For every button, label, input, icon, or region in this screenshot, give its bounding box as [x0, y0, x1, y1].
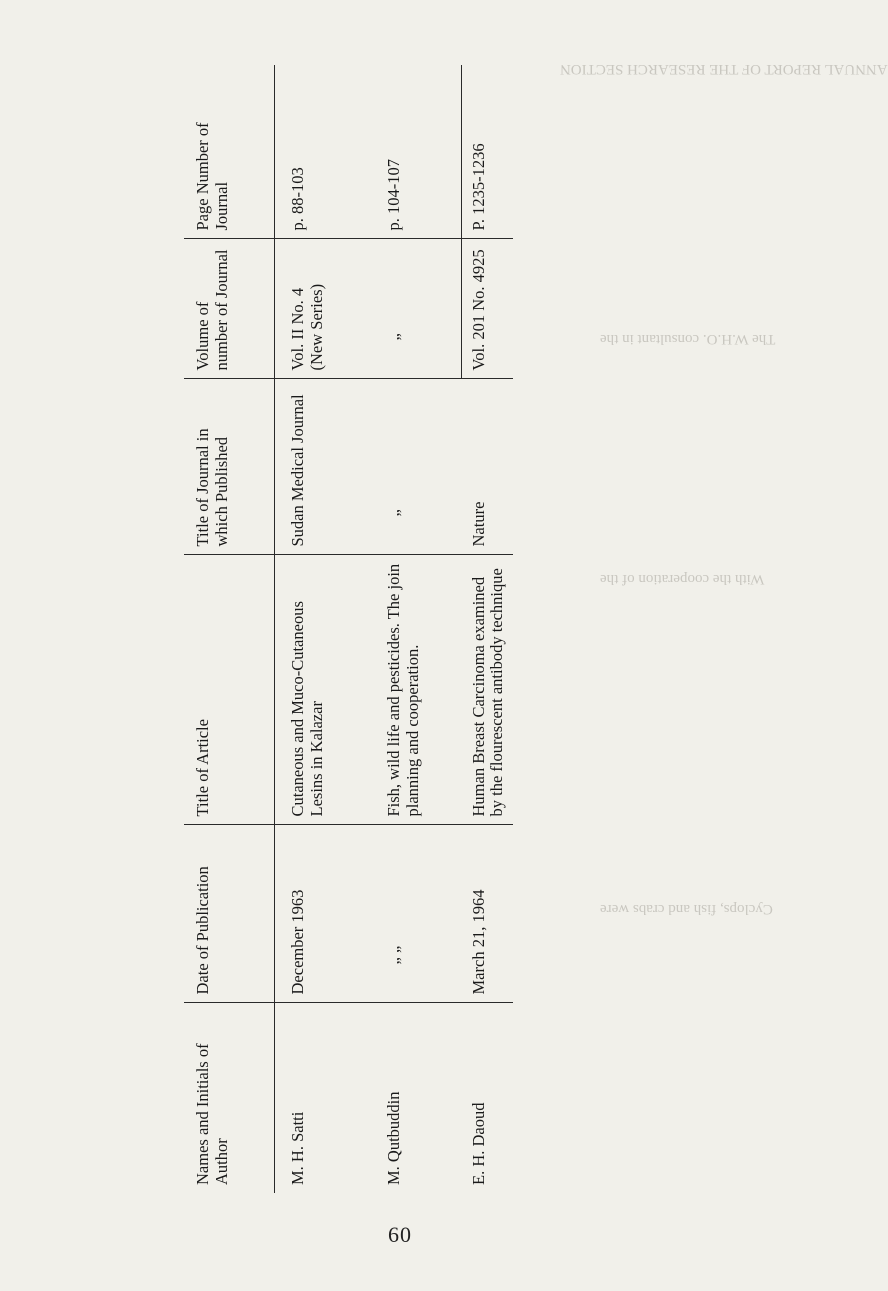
cell-volume: Vol. II No. 4 (New Series)	[275, 239, 378, 379]
cell-article: Cutaneous and Muco-Cutaneous Lesins in Kalazar	[275, 555, 378, 825]
header-date: Date of Publication	[184, 825, 275, 1003]
cell-page: P. 1235-1236	[462, 65, 514, 239]
ditto-mark: „ „	[384, 945, 403, 965]
header-page: Page Number of Journal	[184, 65, 275, 239]
page-number: 60	[388, 1222, 412, 1247]
bleed-through-text: Cyclops, fish and crabs were	[600, 901, 773, 917]
bleed-through-text: The W.H.O. consultant in the	[600, 331, 776, 347]
cell-volume	[377, 239, 462, 379]
cell-date	[377, 825, 462, 1003]
bleed-through-text: ANNUAL REPORT OF THE RESEARCH SECTION	[560, 61, 888, 77]
cell-page: p. 104-107	[377, 65, 462, 239]
cell-date: March 21, 1964	[462, 825, 514, 1003]
header-volume: Volume of number of Journal	[184, 239, 275, 379]
header-row	[184, 65, 275, 1193]
header-author: Names and Initials of Author	[184, 1003, 275, 1193]
cell-journal: Sudan Medical Journal	[275, 379, 378, 555]
cell-article: Fish, wild life and pesticides. The join planning and cooperation.	[377, 555, 462, 825]
cell-journal: Nature	[462, 379, 514, 555]
cell-author: M. H. Satti	[288, 1111, 307, 1185]
cell-article: Human Breast Carcinoma examined by the flourescent antibody technique	[462, 555, 514, 825]
header-article: Title of Article	[184, 555, 275, 825]
cell-author: M. Qutbuddin	[384, 1091, 403, 1185]
ditto-mark: „	[384, 509, 403, 517]
cell-author: E. H. Daoud	[468, 1102, 488, 1185]
header-journal: Title of Journal in which Published	[184, 379, 275, 555]
table-row	[377, 65, 462, 1193]
publications-table	[184, 65, 507, 1193]
table-row	[275, 65, 378, 1193]
cell-journal	[377, 379, 462, 555]
cell-volume: Vol. 201 No. 4925	[462, 239, 514, 379]
ditto-mark: „	[384, 333, 403, 341]
cell-date: December 1963	[275, 825, 378, 1003]
cell-page: p. 88-103	[275, 65, 378, 239]
table-row	[462, 65, 514, 1193]
bleed-through-text: With the cooperation of the	[600, 571, 765, 587]
